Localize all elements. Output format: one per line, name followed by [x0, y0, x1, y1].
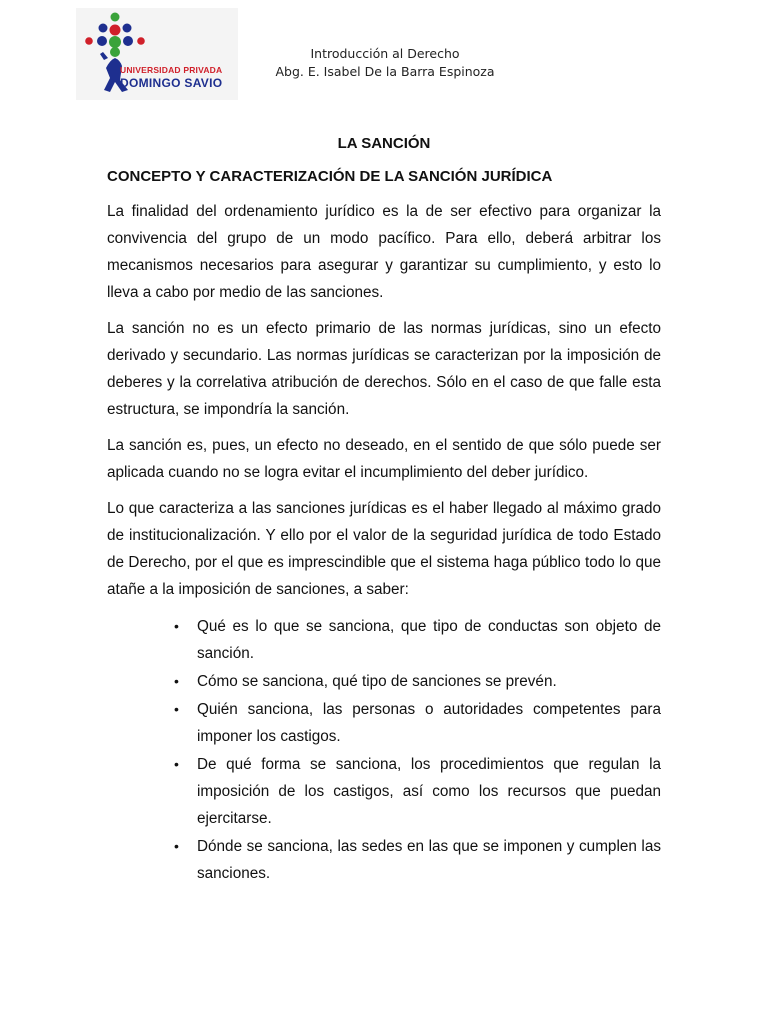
- list-item: [174, 613, 661, 667]
- page-header: [240, 45, 530, 81]
- section-heading: CONCEPTO Y CARACTERIZACIÓN DE LA SANCIÓN JURÍDICA: [107, 168, 553, 185]
- list-item: [174, 668, 661, 695]
- list-item-text: Cómo se sanciona, qué tipo de sanciones se prevén.: [197, 673, 557, 690]
- course-name: Introducción al Derecho: [310, 46, 460, 61]
- list-item: [174, 696, 661, 750]
- paragraph: Lo que caracteriza a las sanciones jurídicas es el haber llegado al máximo grado de institucionalización. Y ello por el valor de la seguridad jurídica de todo Estado de Derecho, por el que es imprescindible que el sistema haga público todo lo que atañe a la imposición de sanciones, a saber:: [107, 500, 661, 598]
- paragraph: La finalidad del ordenamiento jurídico es la de ser efectivo para organizar la convivencia del grupo de un modo pacífico. Para ello, deberá arbitrar los mecanismos necesarios para asegurar y garantizar su cumplimiento, y esto lo lleva a cabo por medio de las sanciones.: [107, 203, 661, 301]
- bullet-icon: •: [174, 838, 179, 854]
- list-item: [174, 751, 661, 832]
- bullet-icon: •: [174, 673, 179, 689]
- list-item-text: Quién sanciona, las personas o autoridades competentes para imponer los castigos.: [197, 701, 661, 745]
- author-name: Abg. E. Isabel De la Barra Espinoza: [275, 64, 495, 79]
- document-title: LA SANCIÓN: [337, 135, 431, 152]
- list-item: [174, 833, 661, 887]
- paragraph: La sanción no es un efecto primario de las normas jurídicas, sino un efecto derivado y secundario. Las normas jurídicas se caracterizan por la imposición de deberes y la correlativa atribución de derechos. Sólo en el caso de que falle esta estructura, se impondría la sanción.: [107, 320, 661, 418]
- list-item-text: Dónde se sanciona, las sedes en las que se imponen y cumplen las sanciones.: [197, 838, 661, 882]
- bullet-icon: •: [174, 701, 179, 717]
- list-item-text: De qué forma se sanciona, los procedimientos que regulan la imposición de los castigos, así como los recursos que puedan ejercitarse.: [197, 756, 661, 827]
- document-body: [107, 132, 661, 888]
- bullet-list: [107, 613, 661, 887]
- university-logo: [76, 8, 238, 100]
- logo-line-1: UNIVERSIDAD PRIVADA: [120, 65, 223, 75]
- bullet-icon: •: [174, 618, 179, 634]
- logo-line-2: DOMINGO SAVIO: [120, 76, 223, 90]
- list-item-text: Qué es lo que se sanciona, que tipo de conductas son objeto de sanción.: [197, 618, 661, 662]
- paragraph: La sanción es, pues, un efecto no deseado, en el sentido de que sólo puede ser aplicada cuando no se logra evitar el incumplimiento del deber jurídico.: [107, 437, 661, 481]
- bullet-icon: •: [174, 756, 179, 772]
